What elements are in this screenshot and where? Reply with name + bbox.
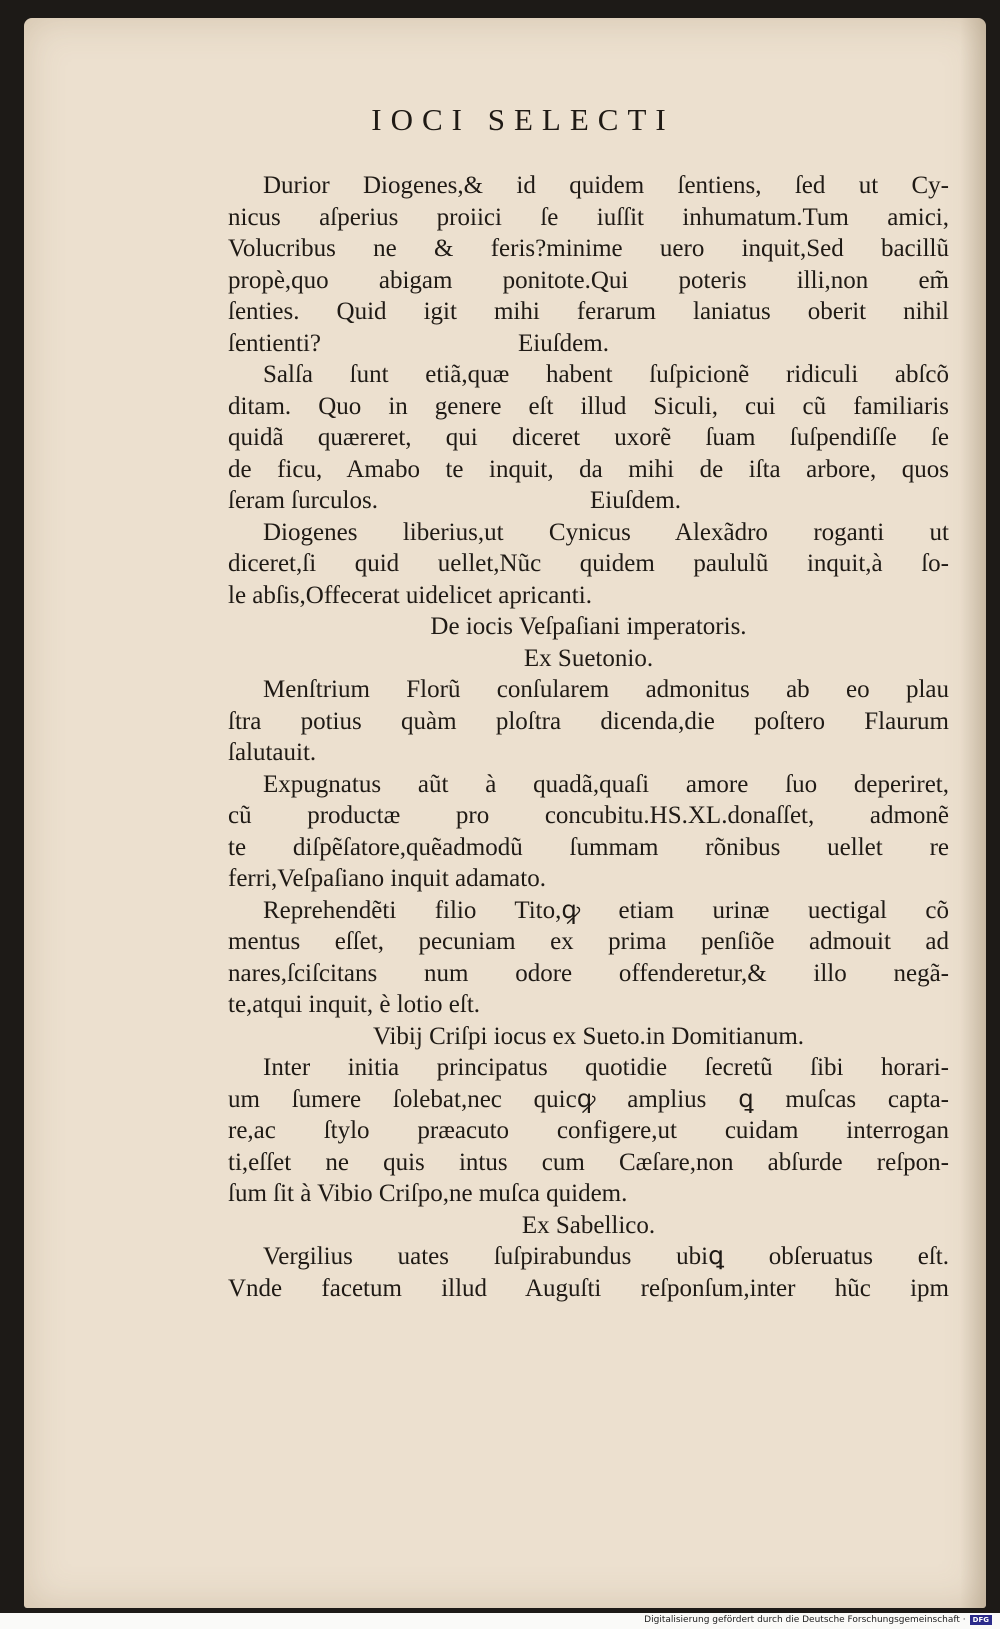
credit-text: Digitalisierung gefördert durch die Deutsche Forschungsgemeinschaft ·	[644, 1615, 966, 1625]
text-line: nares,ſciſcitans num odore offenderetur,& illo negã-	[228, 959, 949, 987]
text-line: propè,quo abigam ponitote.Qui poteris illi,non em̃	[228, 266, 949, 294]
text-line: Menſtrium Florũ conſularem admonitus ab eo plau	[263, 676, 949, 703]
text-line: diceret,ſi quid uellet,Nũc quidem paululũ inquit,à ſo-	[228, 550, 949, 577]
text-line: ſalutauit.	[228, 739, 317, 766]
text-line: quidã quæreret, qui diceret uxorẽ ſuam ſuſpendiſſe ſe	[228, 424, 949, 451]
section-attribution: Eiuſdem.	[518, 329, 609, 357]
text-line: Durior Diogenes,& id quidem ſentiens, ſed ut Cy-	[263, 172, 949, 199]
text-line: ſtra potius quàm ploſtra dicenda,die poſtero Flaurum	[228, 707, 949, 735]
text-line: Expugnatus aũt à quadã,quaſi amore ſuo deperiret,	[263, 770, 949, 798]
text-line: ti,eſſet ne quis intus cum Cæſare,non abſurde reſpon-	[228, 1148, 949, 1176]
text-line: Vibij Criſpi iocus ex Sueto.in Domitianum.	[372, 1022, 805, 1050]
text-line: te diſpẽſatore,quẽadmodũ ſummam rõnibus uellet re	[228, 833, 949, 861]
book-page	[24, 18, 986, 1608]
text-line: Salſa ſunt etiã,quæ habent ſuſpicionẽ ridiculi abſcõ	[263, 361, 949, 388]
line-text: ſentienti?	[228, 329, 322, 357]
text-line: cũ productæ pro concubitu.HS.XL.donaſſet, admonẽ	[228, 802, 949, 829]
text-line: ditam. Quo in genere eſt illud Siculi, cui cũ familiaris	[228, 392, 949, 420]
text-line: le abſis,Offecerat uidelicet apricanti.	[228, 581, 592, 609]
text-line: Vergilius uates ſuſpirabundus ubiꝗ obſeruatus eſt.	[263, 1243, 949, 1270]
section-attribution: Eiuſdem.	[590, 487, 681, 514]
text-line: Ex Suetonio.	[523, 644, 654, 672]
text-line	[228, 328, 949, 360]
text-line	[228, 485, 949, 517]
text-line: mentus eſſet, pecuniam ex prima penſiõe admouit ad	[228, 928, 949, 955]
body-text	[228, 170, 949, 1304]
text-line: te,atqui inquit, è lotio eſt.	[228, 991, 481, 1018]
text-line: De iocis Veſpaſiani imperatoris.	[430, 613, 747, 640]
text-line: Ex Sabellico.	[521, 1211, 656, 1239]
text-line: Reprehendẽti filio Tito,ꝙ etiam urinæ uectigal cõ	[263, 896, 949, 924]
text-line: ſenties. Quid igit mihi ferarum laniatus oberit nihil	[228, 298, 949, 325]
text-line: um ſumere ſolebat,nec quicꝙ amplius ꝗ muſcas capta-	[228, 1085, 949, 1113]
text-line: nicus aſperius proiici ſe iuſſit inhumatum.Tum amici,	[228, 203, 949, 231]
text-line: Inter initia principatus quotidie ſecretũ ſibi horari-	[263, 1054, 949, 1081]
text-line: Vnde facetum illud Auguſti reſponſum,inter hũc ipm	[228, 1274, 949, 1302]
dfg-logo: DFG	[970, 1615, 992, 1625]
text-line: ferri,Veſpaſiano inquit adamato.	[228, 865, 546, 892]
text-line: Diogenes liberius,ut Cynicus Alexãdro roganti ut	[263, 518, 949, 546]
text-line: re,ac ſtylo præacuto configere,ut cuidam interrogan	[228, 1117, 949, 1144]
line-text: ſeram ſurculos.	[228, 487, 378, 514]
text-line: ſum ſit à Vibio Criſpo,ne muſca quidem.	[228, 1180, 628, 1207]
text-line: Volucribus ne & feris?minime uero inquit,Sed bacillũ	[228, 235, 949, 262]
digitization-credit	[644, 1613, 992, 1627]
running-head: IOCI SELECTI	[371, 102, 675, 137]
text-line: de ficu, Amabo te inquit, da mihi de iſta arbore, quos	[228, 455, 949, 483]
